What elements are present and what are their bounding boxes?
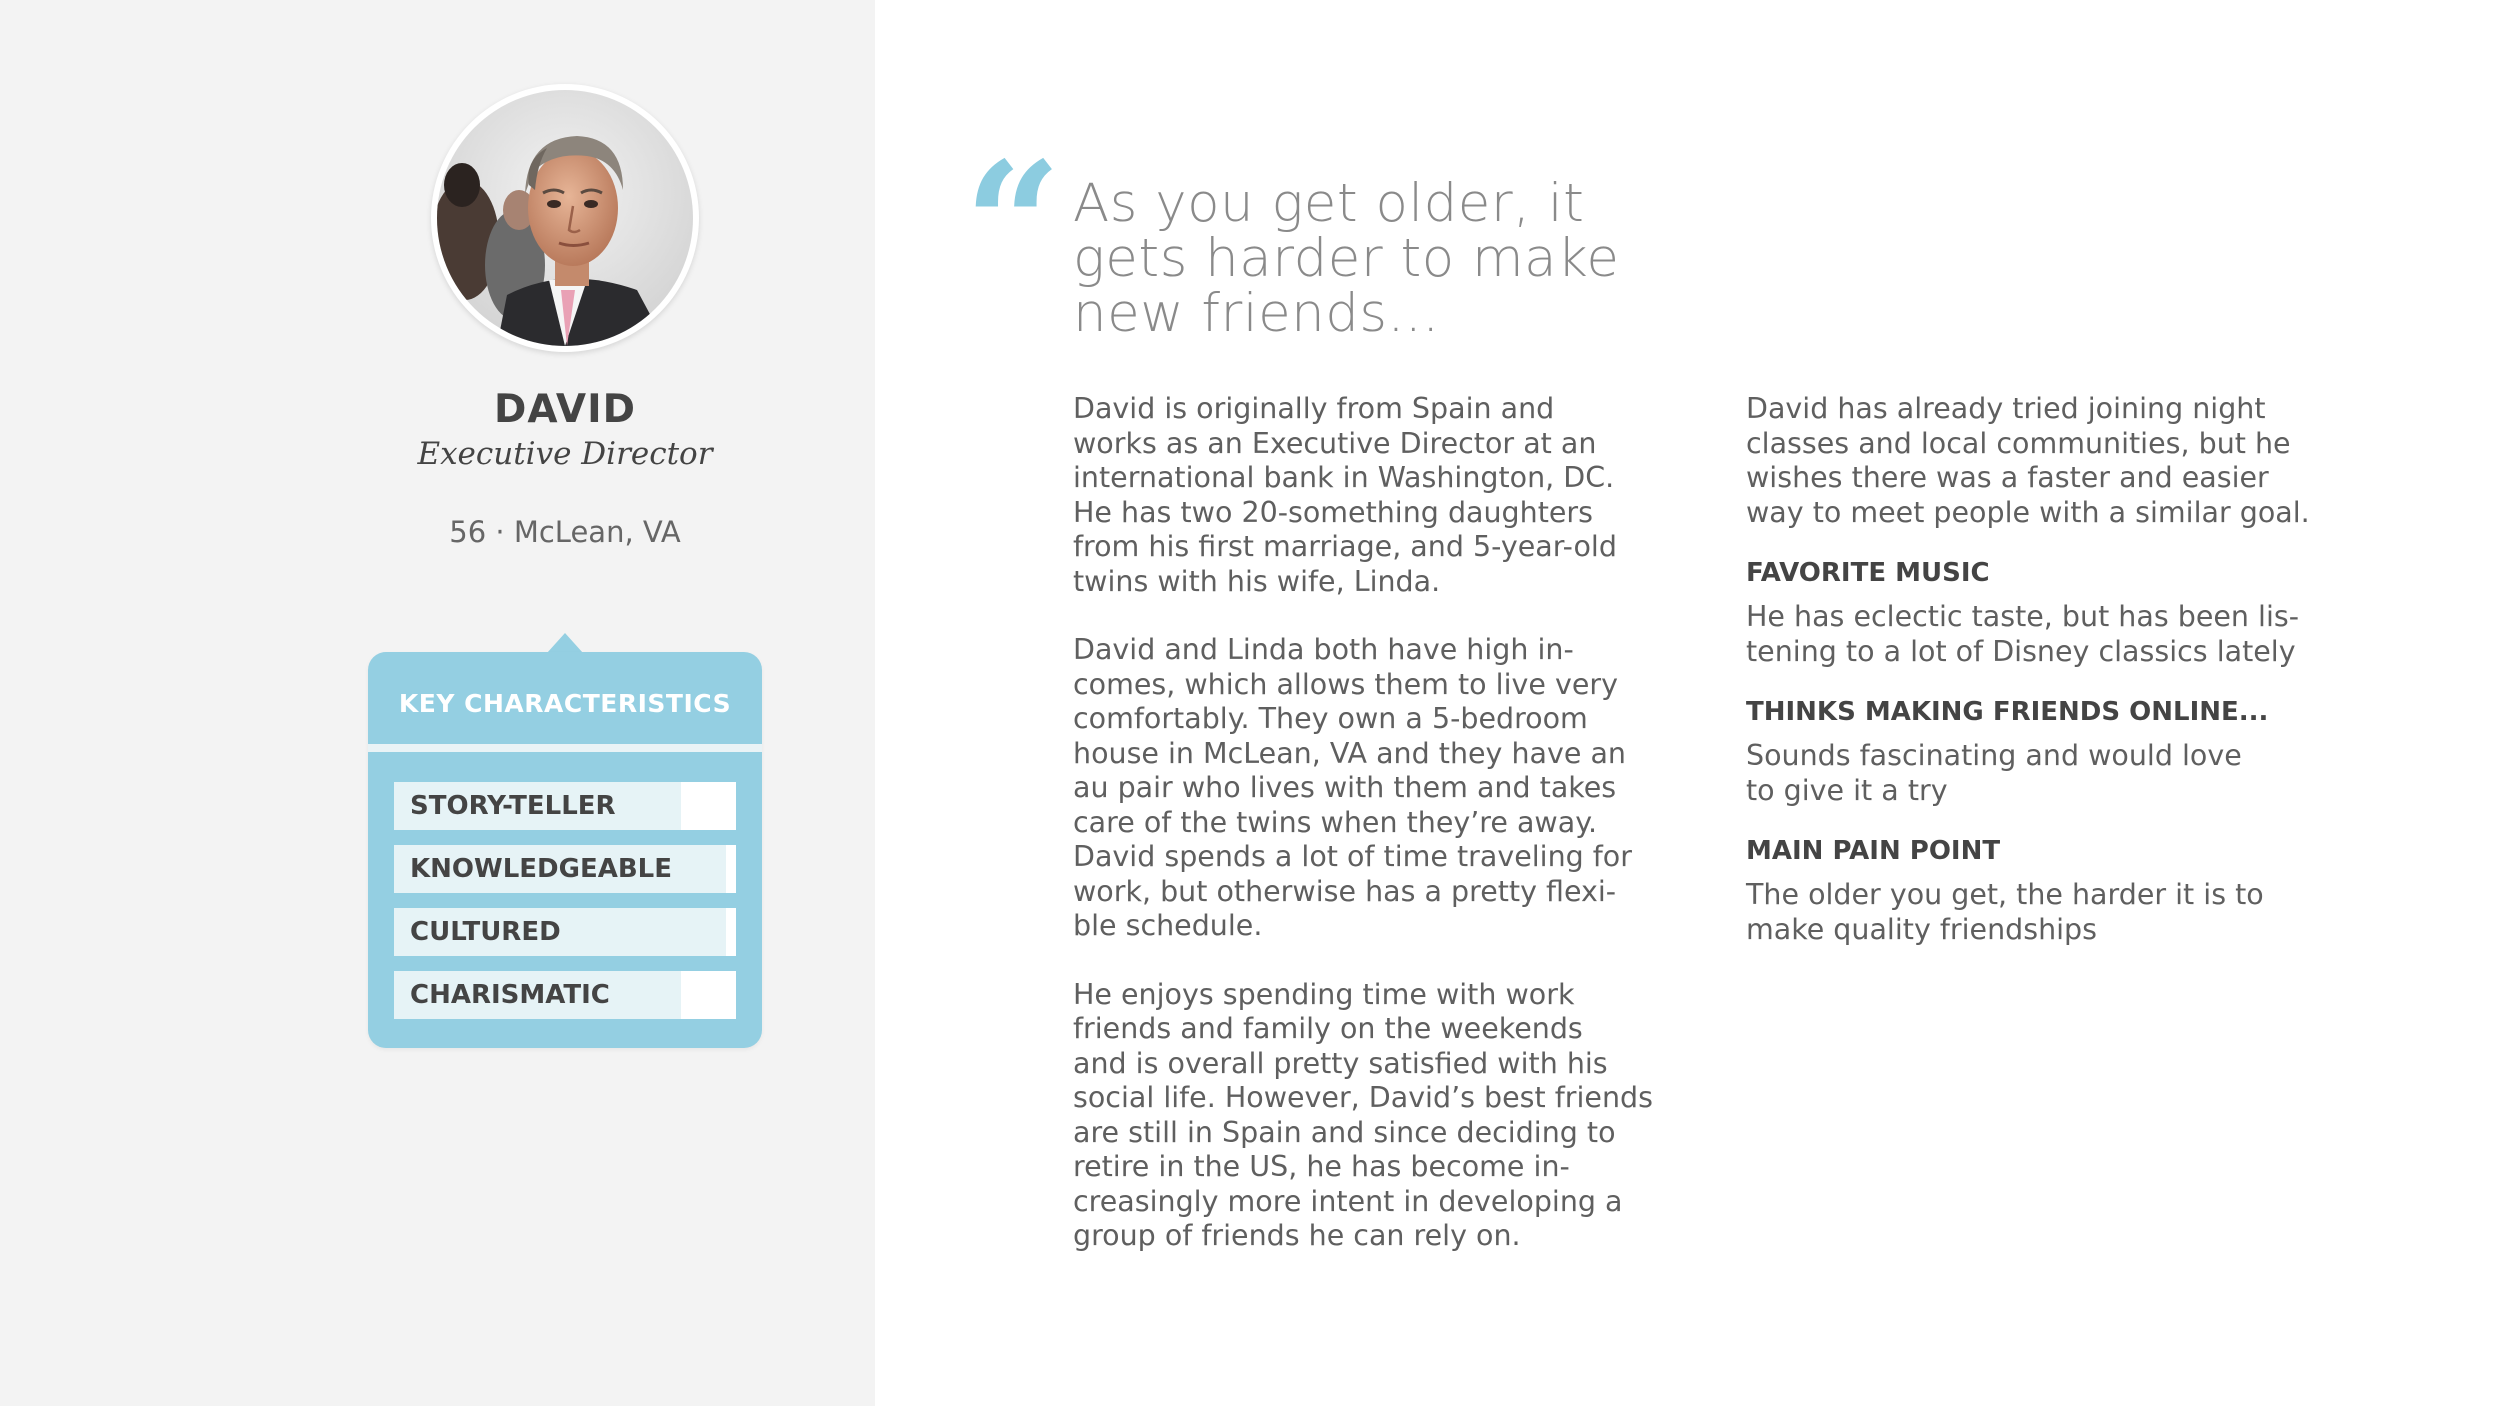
card-pointer xyxy=(547,633,583,653)
text-line: retire in the US, he has become in- xyxy=(1073,1150,1570,1183)
text-line: friends and family on the weekends xyxy=(1073,1012,1583,1045)
card-divider xyxy=(368,744,762,752)
details-column xyxy=(1746,392,2346,947)
text-line: David spends a lot of time traveling for xyxy=(1073,840,1632,873)
text-line: He enjoys spending time with work xyxy=(1073,977,1575,1011)
text-line: The older you get, the harder it is to xyxy=(1746,878,2264,911)
avatar xyxy=(431,84,699,352)
text-line: from his first marriage, and 5-year-old xyxy=(1073,530,1617,563)
key-characteristics-card xyxy=(368,652,762,1048)
text-line: comfortably. They own a 5-bedroom xyxy=(1073,702,1588,735)
trait-label: CHARISMATIC xyxy=(410,980,610,1010)
section-body-favorite-music xyxy=(1746,600,2346,669)
text-line: are still in Spain and since deciding to xyxy=(1073,1115,1616,1149)
person-age-location: 56 · McLean, VA xyxy=(449,515,681,549)
text-line: wishes there was a faster and easier xyxy=(1746,461,2269,494)
trait-bar xyxy=(394,782,736,830)
profile-sidebar xyxy=(0,0,875,1406)
text-line: comes, which allows them to live very xyxy=(1073,667,1618,701)
section-heading-favorite-music: FAVORITE MUSIC xyxy=(1746,558,1990,588)
text-line: twins with his wife, Linda. xyxy=(1073,564,1441,598)
avatar-photo xyxy=(437,90,693,346)
person-name: DAVID xyxy=(494,387,636,432)
trait-label: STORY-TELLER xyxy=(410,791,616,821)
trait-label: KNOWLEDGEABLE xyxy=(410,854,672,884)
person-title: Executive Director xyxy=(417,436,713,472)
intro-paragraph xyxy=(1746,392,2346,530)
text-line: care of the twins when they’re away. xyxy=(1073,805,1598,839)
text-line: He has two 20-something daughters xyxy=(1073,495,1593,529)
bio-paragraph xyxy=(1073,978,1673,1254)
text-line: international bank in Washington, DC. xyxy=(1073,461,1615,494)
text-line: creasingly more intent in developing a xyxy=(1073,1184,1623,1218)
trait-bar xyxy=(394,971,736,1019)
text-line: make quality friendships xyxy=(1746,912,2097,946)
section-heading-making-friends-online: THINKS MAKING FRIENDS ONLINE... xyxy=(1746,697,2269,727)
section-body-making-friends-online xyxy=(1746,739,2346,808)
text-line: and is overall pretty satisfied with his xyxy=(1073,1046,1608,1080)
quote-line: As you get older, it xyxy=(1073,173,1585,234)
text-line: ble schedule. xyxy=(1073,909,1263,942)
pull-quote xyxy=(1073,173,1673,344)
text-line: works as an Executive Director at an xyxy=(1073,426,1597,460)
text-line: way to meet people with a similar goal. xyxy=(1746,495,2310,529)
text-line: David and Linda both have high in- xyxy=(1073,633,1574,666)
text-line: house in McLean, VA and they have an xyxy=(1073,736,1626,770)
text-line: group of friends he can rely on. xyxy=(1073,1219,1521,1252)
text-line: classes and local communities, but he xyxy=(1746,426,2291,460)
text-line: He has eclectic taste, but has been lis- xyxy=(1746,600,2299,633)
card-title: KEY CHARACTERISTICS xyxy=(398,689,732,718)
text-line: Sounds fascinating and would love xyxy=(1746,739,2242,772)
text-line: au pair who lives with them and takes xyxy=(1073,771,1617,804)
quote-line: gets harder to make xyxy=(1073,228,1620,289)
section-body-main-pain-point xyxy=(1746,878,2346,947)
trait-bar xyxy=(394,845,736,893)
bio-column xyxy=(1073,392,1673,1254)
trait-label: CULTURED xyxy=(410,917,561,947)
text-line: social life. However, David’s best friends xyxy=(1073,1081,1653,1114)
text-line: David is originally from Spain and xyxy=(1073,392,1555,425)
quote-mark-icon: “ xyxy=(964,125,1062,325)
text-line: to give it a try xyxy=(1746,773,1948,807)
section-heading-main-pain-point: MAIN PAIN POINT xyxy=(1746,836,2001,866)
text-line: work, but otherwise has a pretty flexi- xyxy=(1073,874,1617,908)
bio-paragraph xyxy=(1073,392,1673,599)
text-line: David has already tried joining night xyxy=(1746,392,2266,425)
trait-bar xyxy=(394,908,736,956)
quote-line: new friends... xyxy=(1073,283,1440,344)
text-line: tening to a lot of Disney classics lately xyxy=(1746,634,2296,668)
bio-paragraph xyxy=(1073,633,1673,944)
